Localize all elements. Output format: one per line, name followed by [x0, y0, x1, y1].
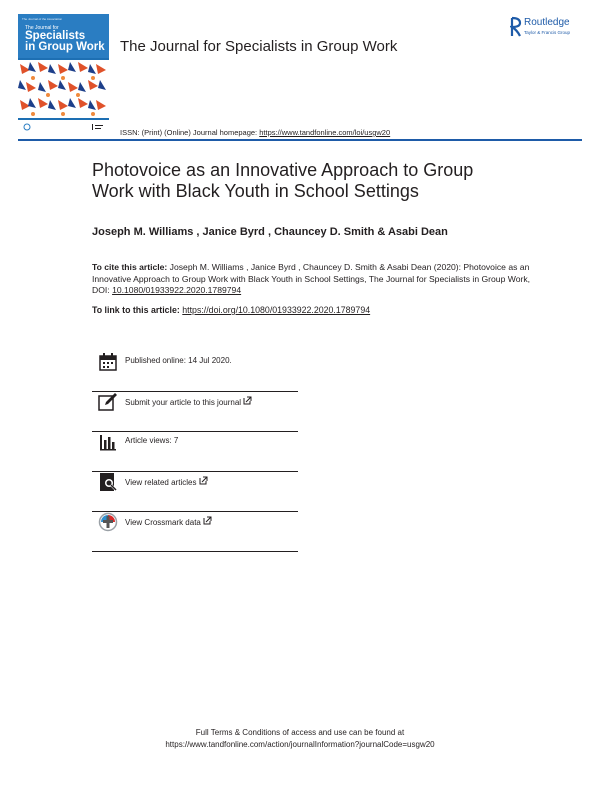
published-online-text: Published online: 14 Jul 2020.: [125, 356, 232, 365]
cover-logo-icon: [18, 121, 109, 132]
journal-title[interactable]: The Journal for Specialists in Group Work: [120, 38, 398, 55]
cite-label: To cite this article:: [92, 262, 168, 272]
journal-homepage-link[interactable]: https://www.tandfonline.com/loi/usgw20: [259, 128, 391, 137]
crossmark-text: View Crossmark data: [125, 518, 201, 527]
publisher-name: Routledge: [524, 17, 570, 28]
article-title: Photovoice as an Innovative Approach to Group Work with Black Youth in School Settings: [92, 160, 474, 201]
related-articles-link[interactable]: [125, 476, 208, 487]
crossmark-icon: [98, 512, 118, 532]
related-articles-text: View related articles: [125, 478, 197, 487]
article-doi-url[interactable]: https://doi.org/10.1080/01933922.2020.1789794: [182, 305, 371, 315]
external-link-icon: [199, 476, 208, 485]
external-link-icon: [203, 516, 212, 525]
footer-terms-url[interactable]: https://www.tandfonline.com/action/journalInformation?journalCode=usgw20: [165, 740, 435, 749]
routledge-r-icon: [510, 16, 522, 38]
edit-icon: [98, 392, 118, 412]
doi-link[interactable]: 10.1080/01933922.2020.1789794: [112, 285, 242, 295]
submit-article-row[interactable]: [92, 392, 298, 432]
article-link-line: [92, 305, 370, 315]
issn-line: [120, 128, 390, 137]
related-articles-icon: [98, 472, 118, 492]
cover-pattern-art: [18, 60, 109, 118]
footer: [0, 727, 600, 751]
calendar-icon: [98, 352, 118, 372]
crossmark-row[interactable]: [92, 512, 298, 552]
published-row: [92, 352, 298, 392]
citation-block: [92, 262, 532, 297]
article-views-text: Article views: 7: [125, 436, 179, 445]
article-views-row: [92, 432, 298, 472]
footer-terms-text: Full Terms & Conditions of access and use can be found at: [195, 728, 405, 737]
cover-title-line2: in Group Work: [25, 41, 105, 53]
submit-article-link[interactable]: [125, 396, 252, 407]
cover-top-text: The Journal of the Association: [22, 17, 63, 21]
issn-label: ISSN: (Print) (Online) Journal homepage:: [120, 128, 258, 137]
cover-small-text: The Journal for: [25, 25, 59, 31]
journal-cover-image[interactable]: [18, 14, 109, 132]
submit-article-text: Submit your article to this journal: [125, 398, 242, 407]
publisher-subtitle: Taylor & Francis Group: [524, 30, 571, 35]
crossmark-link[interactable]: [125, 516, 212, 527]
row-divider: [92, 551, 298, 552]
related-articles-row[interactable]: [92, 472, 298, 512]
external-link-icon: [243, 396, 252, 405]
cover-footer-band: [18, 120, 109, 132]
cover-title: [25, 31, 105, 53]
link-label: To link to this article:: [92, 305, 180, 315]
header-rule: [18, 139, 582, 141]
publisher-logo: [510, 15, 590, 41]
cite-text: Joseph M. Williams , Janice Byrd , Chauncey D. Smith & Asabi Dean (2020): Photovoice as an Innovative Approach to Group Work with Black Youth in School Settings, The Journal for Specialists in Group Work, DOI:: [92, 262, 531, 295]
cover-title-line1: Specialists: [25, 30, 86, 42]
bar-chart-icon: [98, 432, 118, 452]
authors: Joseph M. Williams , Janice Byrd , Chauncey D. Smith & Asabi Dean: [92, 226, 448, 238]
